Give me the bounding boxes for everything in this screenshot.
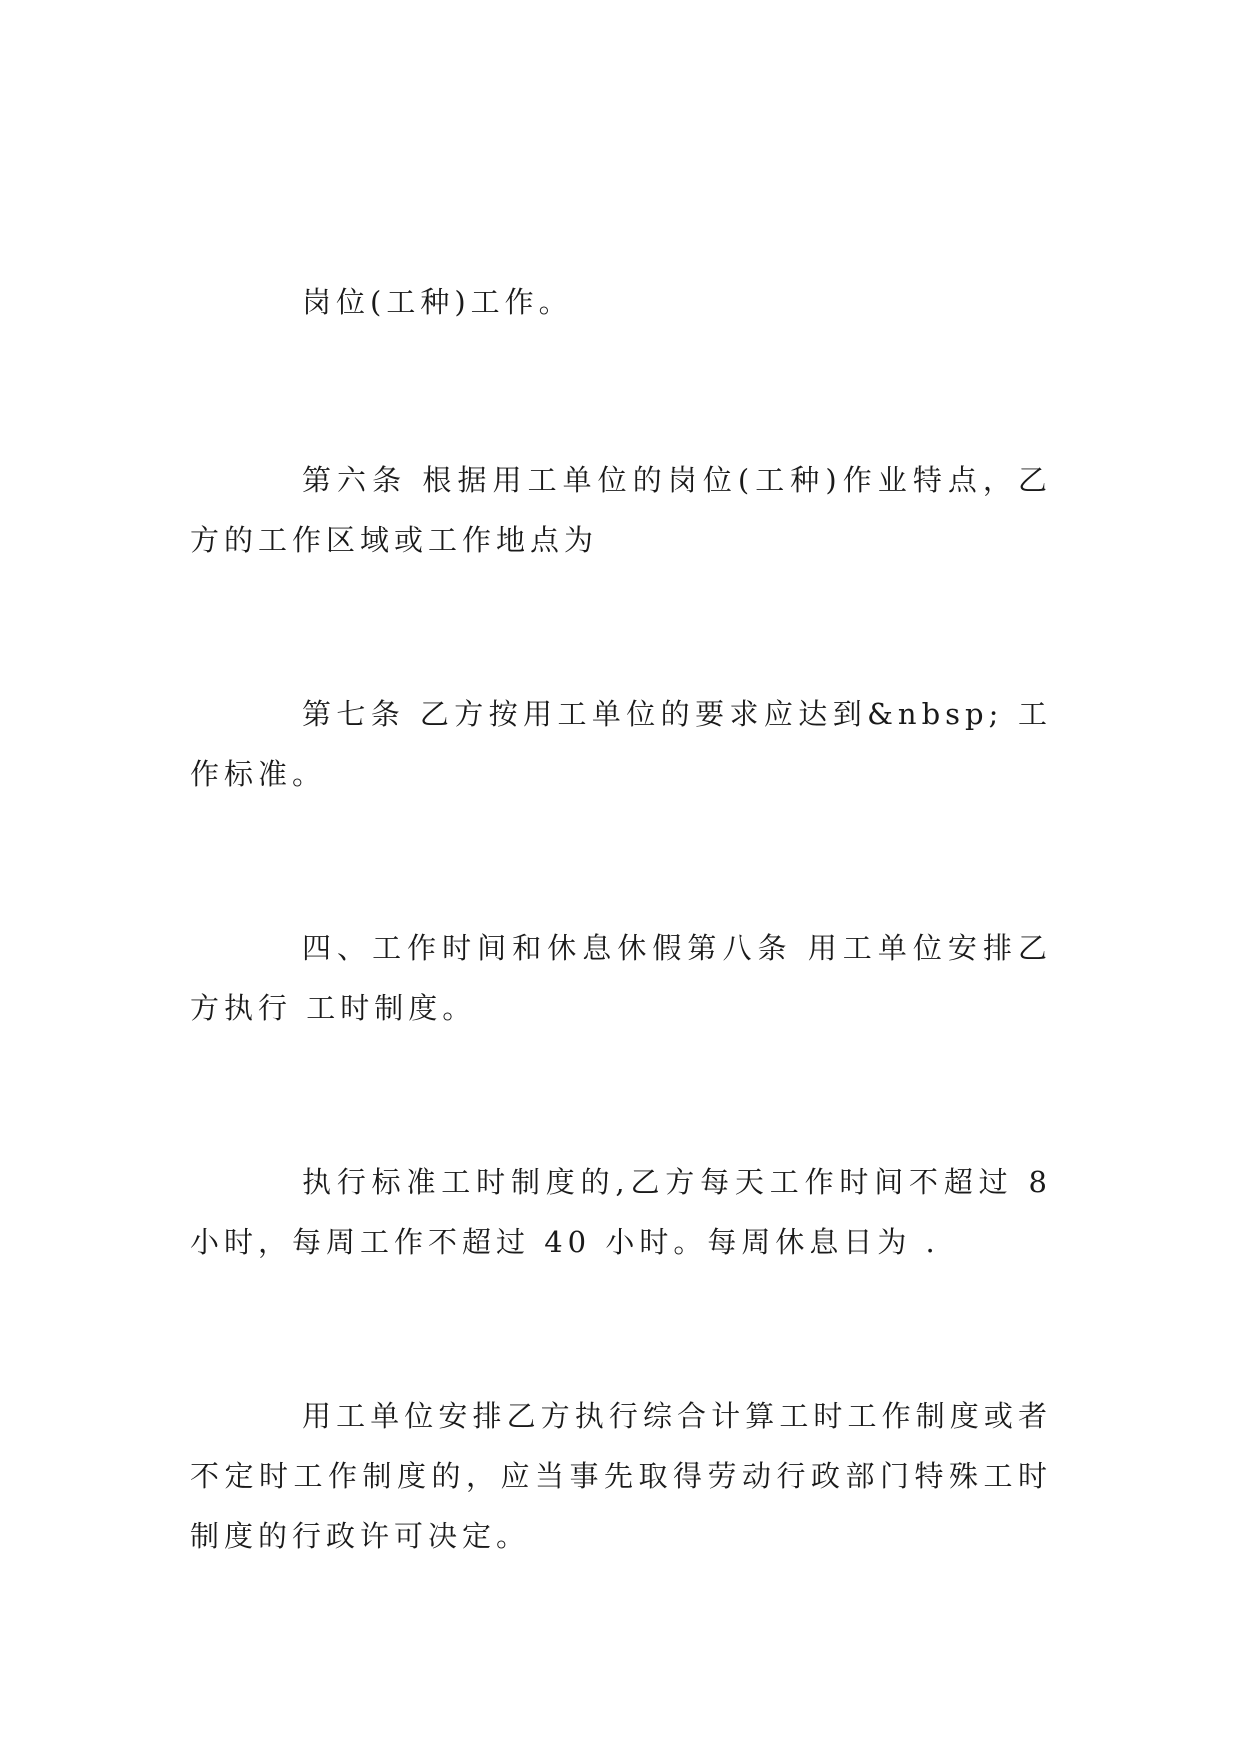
paragraph-article-6: 第六条 根据用工单位的岗位(工种)作业特点，乙方的工作区域或工作地点为: [190, 463, 1052, 557]
paragraph-flexible-hours: 用工单位安排乙方执行综合计算工时工作制度或者不定时工作制度的，应当事先取得劳动行政部门特殊工时制度的行政许可决定。: [190, 1399, 1052, 1553]
paragraph-article-8: 四、工作时间和休息休假第八条 用工单位安排乙方执行 工时制度。: [190, 931, 1052, 1025]
paragraph-article-7: 第七条 乙方按用工单位的要求应达到&nbsp; 工作标准。: [190, 697, 1052, 791]
paragraph-standard-hours: 执行标准工时制度的,乙方每天工作时间不超过 8 小时，每周工作不超过 40 小时。每周休息日为 .: [190, 1165, 1067, 1259]
paragraph-job-position: 岗位(工种)工作。: [302, 285, 573, 319]
